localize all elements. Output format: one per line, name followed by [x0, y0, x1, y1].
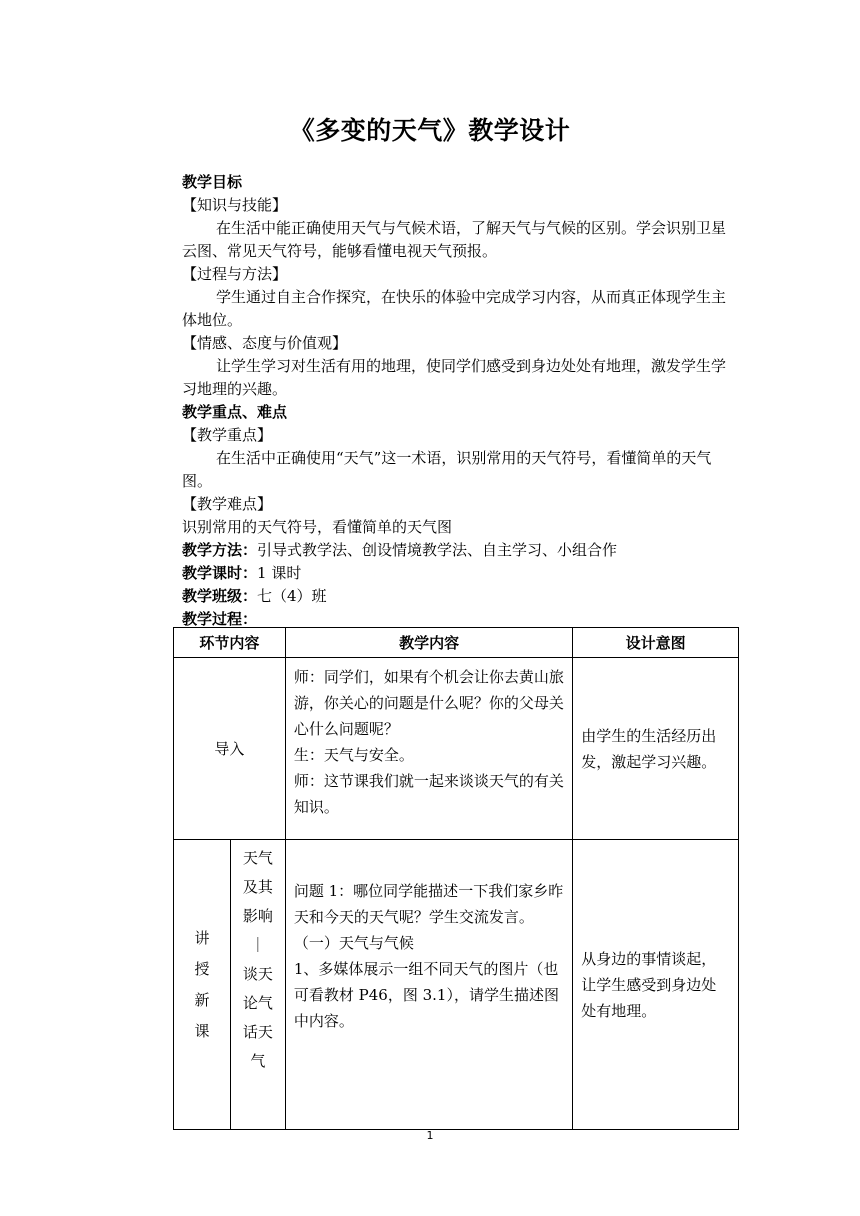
header-intent: 设计意图: [573, 628, 739, 658]
process-text: 学生通过自主合作探究，在快乐的体验中完成学习内容，从而真正体现学生主体地位。: [182, 288, 727, 329]
substage-text: 天气: [242, 849, 273, 867]
header-stage: 环节内容: [174, 628, 286, 658]
emotion-heading: 【情感、态度与价值观】: [182, 334, 348, 352]
stage-char: 授: [194, 959, 210, 978]
content-paragraph: 师：同学们，如果有个机会让你去黄山旅游，你关心的问题是什么呢？你的父母关心什么问题呢？: [293, 668, 564, 738]
focus-text: 在生活中正确使用“天气”这一术语，识别常用的天气符号，看懂简单的天气图。: [182, 449, 712, 490]
substage-text: 论气: [242, 994, 273, 1012]
intent-cell: 从身边的事情谈起，让学生感受到身边处处有地理。: [573, 840, 739, 1130]
page-title: 《多变的天气》教学设计: [289, 116, 571, 145]
teaching-process-table: [173, 627, 739, 1130]
class-value: 七（4）班: [257, 587, 327, 605]
content-paragraph: 生：天气与安全。: [293, 746, 414, 764]
knowledge-heading: 【知识与技能】: [182, 196, 288, 214]
substage-text: 气: [250, 1052, 266, 1070]
process-heading: 【过程与方法】: [182, 265, 288, 283]
hours-value: 1 课时: [257, 564, 302, 582]
substage-text: 谈天: [242, 965, 273, 983]
content-cell: [285, 658, 572, 840]
substage-text: 话天: [242, 1023, 273, 1041]
process-label: 教学过程：: [182, 610, 258, 628]
intent-cell: 由学生的生活经历出发，激起学习兴趣。: [573, 658, 739, 840]
stage-cell: [174, 840, 231, 1130]
page-number: 1: [426, 1129, 434, 1142]
substage-text: 影响: [242, 907, 273, 925]
table-row: [174, 658, 739, 840]
content-paragraph: 问题 1：哪位同学能描述一下我们家乡昨天和今天的天气呢？学生交流发言。: [293, 882, 564, 926]
key-points-heading: 教学重点、难点: [182, 403, 288, 421]
method-label: 教学方法：: [182, 541, 258, 559]
content-paragraph: （一）天气与气候: [293, 934, 414, 952]
method-line: [182, 539, 738, 562]
difficulty-heading: 【教学难点】: [182, 495, 273, 513]
difficulty-text: 识别常用的天气符号，看懂简单的天气图: [182, 518, 453, 536]
header-content: 教学内容: [285, 628, 572, 658]
document-body: [182, 171, 738, 631]
method-value: 引导式教学法、创设情境教学法、自主学习、小组合作: [257, 541, 618, 559]
substage-cell: [230, 840, 285, 1130]
emotion-text: 让学生学习对生活有用的地理，使同学们感受到身边处处有地理，激发学生学习地理的兴趣。: [182, 357, 727, 398]
hours-label: 教学课时：: [182, 564, 258, 582]
stage-cell: 导入: [174, 658, 286, 840]
stage-char: 讲: [194, 928, 210, 947]
knowledge-text: 在生活中能正确使用天气与气候术语，了解天气与气候的区别。学会识别卫星云图、常见天气符号，能够看懂电视天气预报。: [182, 219, 727, 260]
stage-char: 新: [194, 990, 210, 1009]
focus-heading: 【教学重点】: [182, 426, 273, 444]
table-header-row: [174, 628, 739, 658]
substage-text: 及其: [242, 878, 273, 896]
objectives-heading: 教学目标: [182, 173, 243, 191]
content-paragraph: 师：这节课我们就一起来谈谈天气的有关知识。: [293, 772, 564, 816]
class-label: 教学班级：: [182, 587, 258, 605]
substage-text: ｜: [250, 936, 266, 954]
stage-char: 课: [194, 1021, 210, 1040]
hours-line: [182, 562, 738, 585]
content-cell: [285, 840, 572, 1130]
content-paragraph: 1、多媒体展示一组不同天气的图片（也可看教材 P46，图 3.1），请学生描述图中内容。: [293, 960, 559, 1030]
table-row: [174, 840, 739, 1130]
class-line: [182, 585, 738, 608]
